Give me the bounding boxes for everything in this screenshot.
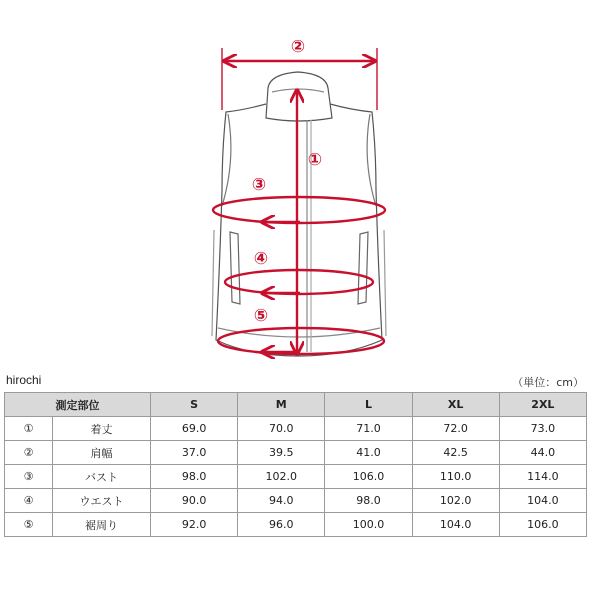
cell-value: 92.0 xyxy=(151,513,238,537)
marker-1: ① xyxy=(307,150,323,170)
cell-value: 100.0 xyxy=(325,513,412,537)
cell-value: 106.0 xyxy=(499,513,586,537)
vest-pocket-left xyxy=(230,232,240,304)
cell-value: 96.0 xyxy=(238,513,325,537)
cell-value: 44.0 xyxy=(499,441,586,465)
header-size-l: L xyxy=(325,393,412,417)
waist-ellipse xyxy=(225,270,373,294)
marker-2: ② xyxy=(290,37,306,57)
cell-value: 110.0 xyxy=(412,465,499,489)
row-number: ⑤ xyxy=(5,513,53,537)
row-label: 着丈 xyxy=(53,417,151,441)
cell-value: 94.0 xyxy=(238,489,325,513)
unit-label: （単位：cm） xyxy=(512,376,584,389)
size-chart-table xyxy=(4,392,587,537)
table-row xyxy=(5,417,587,441)
cell-value: 41.0 xyxy=(325,441,412,465)
cell-value: 102.0 xyxy=(238,465,325,489)
row-number: ② xyxy=(5,441,53,465)
row-label: 裾周り xyxy=(53,513,151,537)
table-row xyxy=(5,465,587,489)
cell-value: 72.0 xyxy=(412,417,499,441)
cell-value: 104.0 xyxy=(412,513,499,537)
watermark-text: hirochi xyxy=(6,373,42,387)
vest-body xyxy=(216,104,382,356)
table-row xyxy=(5,441,587,465)
bust-ellipse xyxy=(213,197,385,223)
cell-value: 98.0 xyxy=(151,465,238,489)
table-row xyxy=(5,513,587,537)
header-size-m: M xyxy=(238,393,325,417)
measurement-annotations xyxy=(213,48,385,354)
vest-drawing xyxy=(212,72,386,356)
cell-value: 106.0 xyxy=(325,465,412,489)
row-number: ③ xyxy=(5,465,53,489)
header-size-xl: XL xyxy=(412,393,499,417)
row-label: バスト xyxy=(53,465,151,489)
cell-value: 69.0 xyxy=(151,417,238,441)
table-row xyxy=(5,489,587,513)
cell-value: 37.0 xyxy=(151,441,238,465)
cell-value: 71.0 xyxy=(325,417,412,441)
table-header-row xyxy=(5,393,587,417)
cell-value: 90.0 xyxy=(151,489,238,513)
row-label: 肩幅 xyxy=(53,441,151,465)
marker-5: ⑤ xyxy=(253,306,269,326)
cell-value: 73.0 xyxy=(499,417,586,441)
header-size-s: S xyxy=(151,393,238,417)
hem-ellipse xyxy=(218,328,384,354)
cell-value: 39.5 xyxy=(238,441,325,465)
marker-4: ④ xyxy=(253,249,269,269)
vest-pocket-right xyxy=(358,232,368,304)
vest-collar xyxy=(266,72,332,121)
cell-value: 104.0 xyxy=(499,489,586,513)
row-label: ウエスト xyxy=(53,489,151,513)
header-size-2xl: 2XL xyxy=(499,393,586,417)
marker-3: ③ xyxy=(251,175,267,195)
cell-value: 70.0 xyxy=(238,417,325,441)
cell-value: 114.0 xyxy=(499,465,586,489)
header-measurement-label: 測定部位 xyxy=(5,393,151,417)
cell-value: 42.5 xyxy=(412,441,499,465)
row-number: ④ xyxy=(5,489,53,513)
cell-value: 102.0 xyxy=(412,489,499,513)
row-number: ① xyxy=(5,417,53,441)
cell-value: 98.0 xyxy=(325,489,412,513)
